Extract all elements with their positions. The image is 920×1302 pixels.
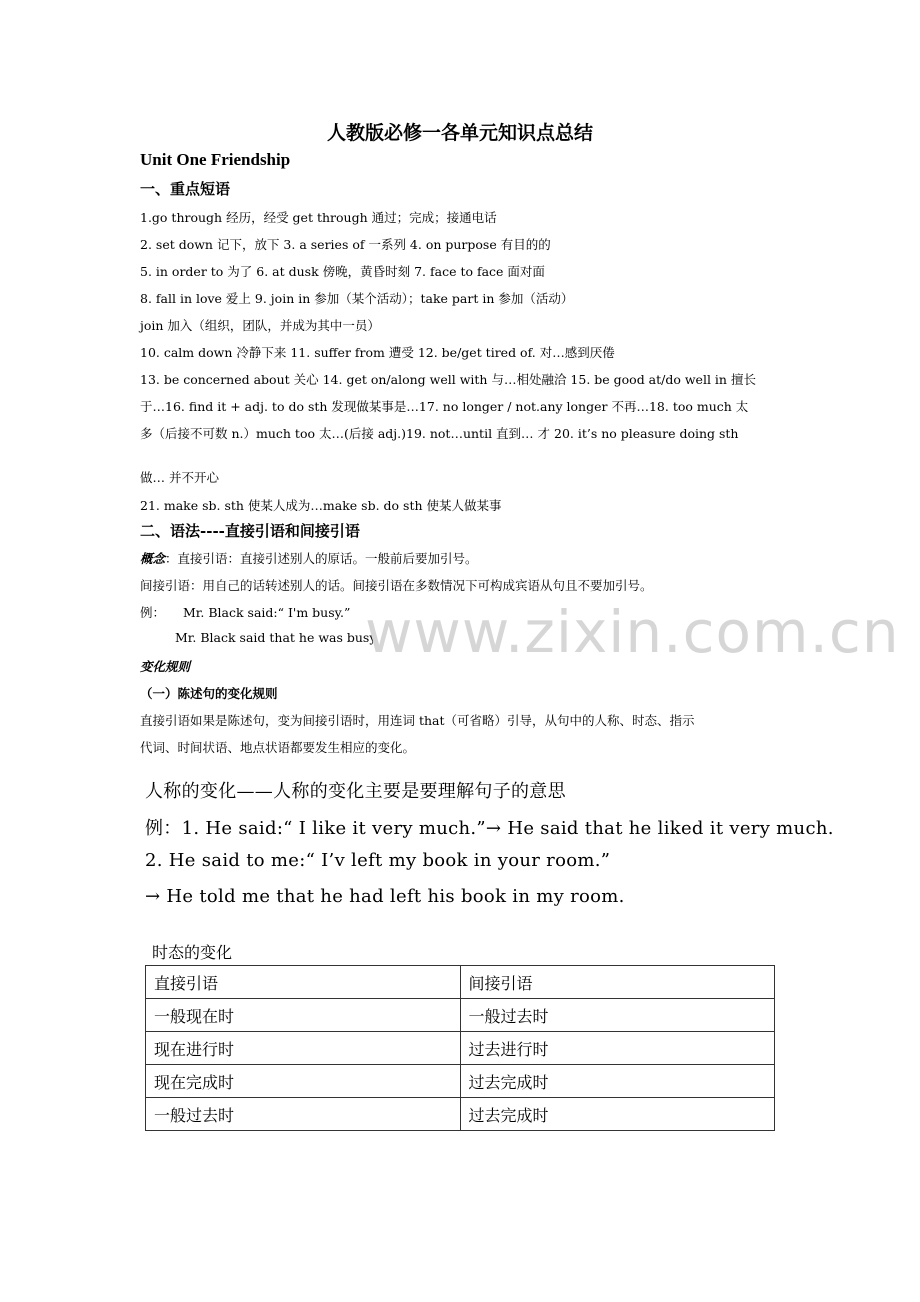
- example-label: 例：: [140, 605, 166, 620]
- rules-heading: 变化规则: [140, 659, 191, 674]
- page-title: 人教版必修一各单元知识点总结: [326, 122, 593, 144]
- concept-text: ：直接引语：直接引述别人的原话。一般前后要加引号。: [165, 551, 478, 566]
- concept-label: 概念: [140, 551, 166, 566]
- phrase-line: join 加入（组织，团队，并成为其中一员）: [140, 318, 380, 333]
- table-header-cell: 直接引语: [146, 966, 461, 999]
- watermark: www.zixin.com.cn: [365, 598, 900, 666]
- statement-text: 代词、时间状语、地点状语都要发生相应的变化。: [140, 740, 416, 755]
- example-indirect: Mr. Black said that he was busy.: [175, 630, 379, 645]
- phrases-heading: 一、重点短语: [140, 180, 231, 198]
- phrase-line: 2. set down 记下，放下 3. a series of 一系列 4. on purpose 有目的的: [140, 237, 551, 252]
- phrase-line: 21. make sb. sth 使某人成为…make sb. do sth 使某人做某事: [140, 498, 502, 513]
- phrase-line: 1.go through 经历，经受 get through 通过；完成；接通电话: [140, 210, 497, 225]
- phrase-line: 多（后接不可数 n.）much too 太…(后接 adj.)19. not…until 直到… 才 20. it’s no pleasure doing sth: [140, 426, 739, 441]
- person-example-3: → He told me that he had left his book in my room.: [145, 886, 625, 907]
- table-cell: 过去完成时: [460, 1065, 775, 1098]
- phrase-line: 10. calm down 冷静下来 11. suffer from 遭受 12. be/get tired of. 对…感到厌倦: [140, 345, 615, 360]
- table-row: [146, 1098, 775, 1131]
- person-change-heading: 人称的变化——人称的变化主要是要理解句子的意思: [145, 781, 566, 802]
- table-cell: 现在进行时: [146, 1032, 461, 1065]
- table-row: [146, 1065, 775, 1098]
- table-cell: 一般过去时: [460, 999, 775, 1032]
- example-direct: Mr. Black said:“ I'm busy.”: [183, 605, 351, 620]
- phrase-line: 于…16. find it + adj. to do sth 发现做某事是…17. no longer / not.any longer 不再…18. too much 太: [140, 399, 749, 414]
- person-example-1: 例：1. He said:“ I like it very much.”→ He said that he liked it very much.: [145, 818, 834, 839]
- phrase-line: 13. be concerned about 关心 14. get on/along well with 与…相处融洽 15. be good at/do well in 擅长: [140, 372, 756, 387]
- table-row: [146, 1032, 775, 1065]
- tense-table-caption: 时态的变化: [152, 943, 233, 962]
- phrase-line: 5. in order to 为了 6. at dusk 傍晚，黄昏时刻 7. face to face 面对面: [140, 264, 545, 279]
- table-cell: 过去进行时: [460, 1032, 775, 1065]
- example-line: [140, 603, 350, 621]
- phrase-line: 做… 并不开心: [140, 470, 219, 485]
- table-cell: 一般现在时: [146, 999, 461, 1032]
- table-row: [146, 999, 775, 1032]
- unit-heading: Unit One Friendship: [140, 150, 291, 169]
- phrase-line: 8. fall in love 爱上 9. join in 参加（某个活动）；take part in 参加（活动）: [140, 291, 574, 306]
- statement-heading: （一）陈述句的变化规则: [140, 686, 278, 701]
- table-cell: 一般过去时: [146, 1098, 461, 1131]
- table-cell: 现在完成时: [146, 1065, 461, 1098]
- statement-text: 直接引语如果是陈述句，变为间接引语时，用连词 that（可省略）引导，从句中的人称、时态、指示: [140, 713, 695, 728]
- table-header-row: [146, 966, 775, 999]
- tense-table: [145, 965, 775, 1131]
- table-cell: 过去完成时: [460, 1098, 775, 1131]
- table-header-cell: 间接引语: [460, 966, 775, 999]
- concept-line: [140, 549, 478, 567]
- person-example-2: 2. He said to me:“ I’v left my book in your room.”: [145, 850, 611, 871]
- grammar-heading: 二、语法----直接引语和间接引语: [140, 522, 360, 540]
- indirect-definition: 间接引语：用自己的话转述别人的话。间接引语在多数情况下可构成宾语从句且不要加引号。: [140, 578, 653, 593]
